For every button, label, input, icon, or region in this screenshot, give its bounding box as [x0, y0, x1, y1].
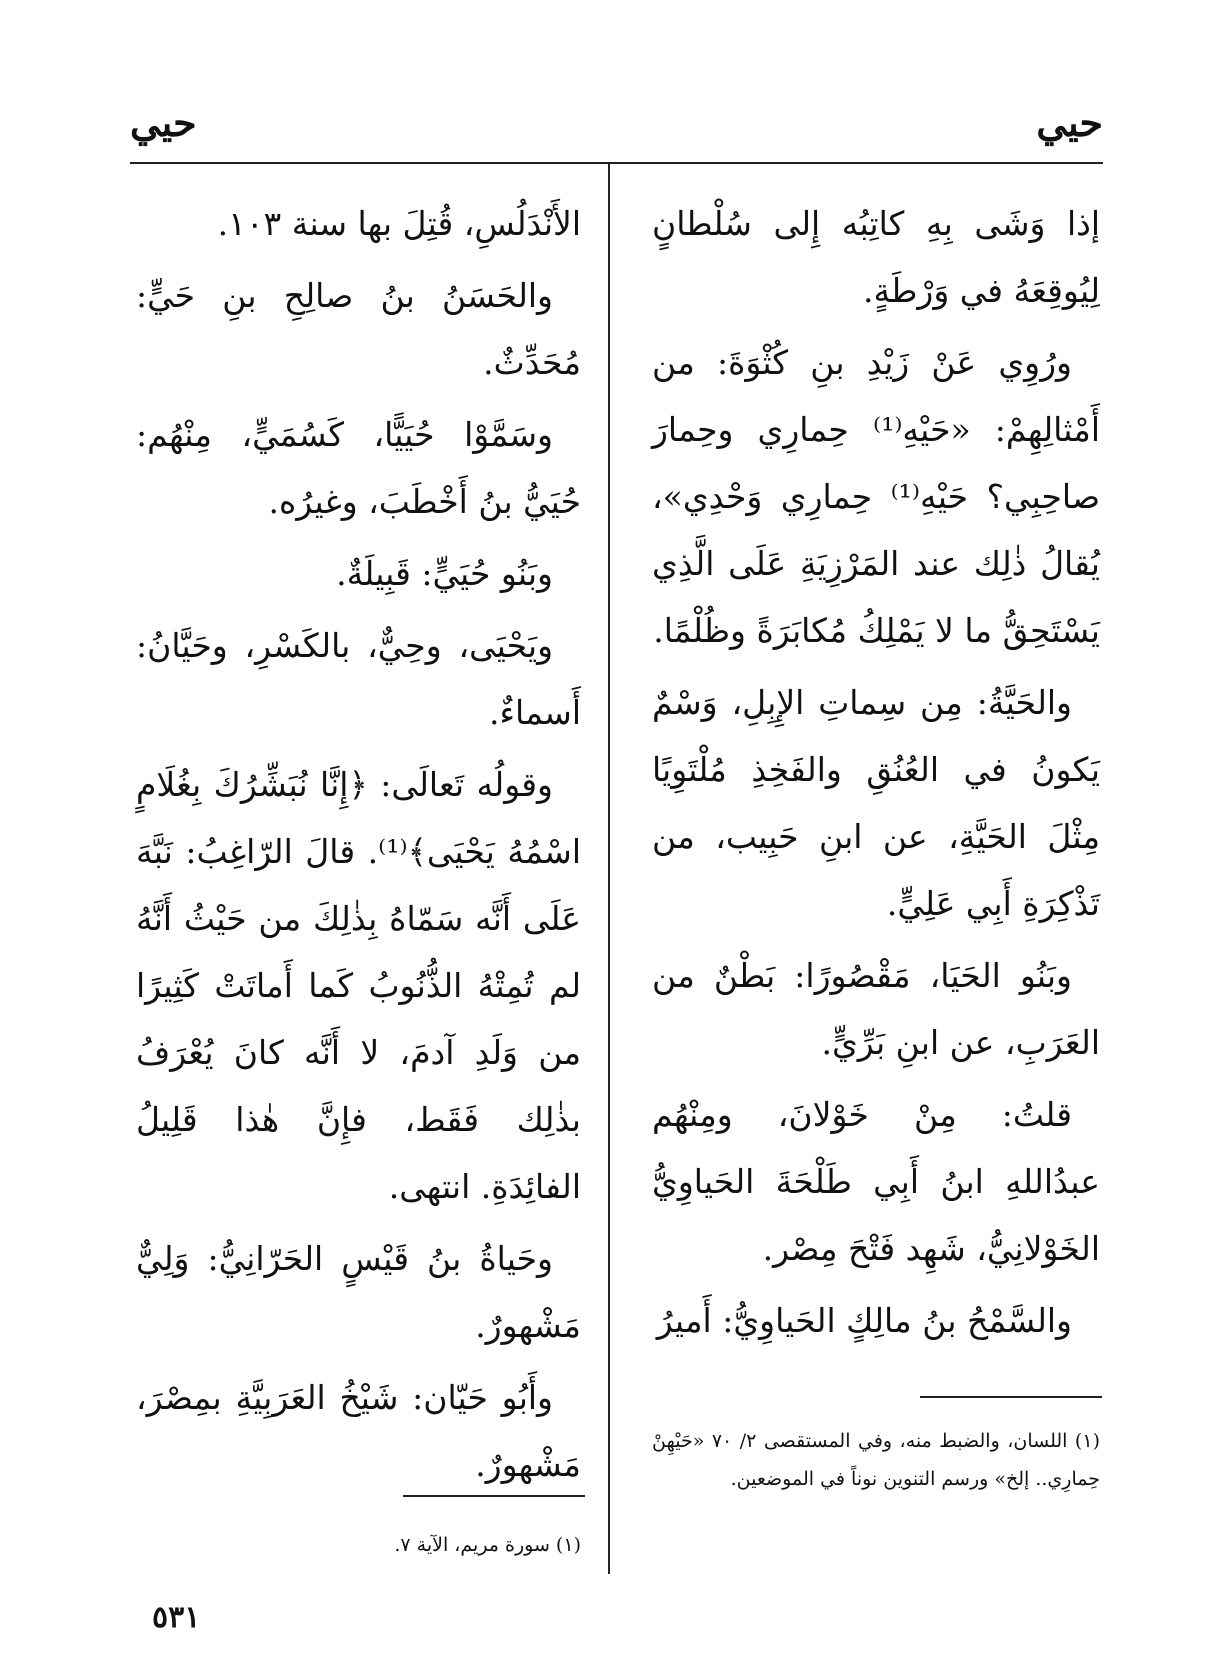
paragraph: ويَحْيَى، وحِيٌّ، بالكَسْرِ، وحَيَّانُ: أَسماءٌ.	[136, 626, 581, 732]
paragraph: والحَسَنُ بنُ صالِحِ بنِ حَيٍّ: مُحَدِّثٌ.	[136, 276, 581, 382]
paragraph: وقولُه تَعالَى: ﴿إِنَّا نُبَشِّرُكَ بِغُلَامٍ اسْمُهُ يَحْيَى﴾⁽¹⁾. قالَ الرّاغِبُ: نَبَّهَ عَلَى أَنَّه سَمّاهُ بِذٰلِكَ من حَيْثُ أَنَّهُ لم تُمِتْهُ الذُّنُوبُ كَما أَماتَتْ كَثِيرًا من وَلَدِ آدمَ، لا أَنَّه كانَ يُعْرَفُ بذٰلِك فَقَط، فإِنَّ هٰذا قَلِيلُ الفائِدَةِ. انتهى.	[136, 765, 581, 1206]
header-rule	[130, 162, 1103, 164]
footnote-right: (١) اللسان، والضبط منه، وفي المستقصى ٢/ ٧٠ «حَيْهِنْ حِمارِي.. إلخ» ورسم التنوين نوناً في الموضعين.	[652, 1430, 1100, 1490]
paragraph: وحَياةُ بنُ قَيْسٍ الحَرّانِيُّ: وَلِيٌّ مَشْهورٌ.	[136, 1239, 581, 1345]
footnote-rule-left	[403, 1495, 585, 1497]
paragraph: قلتُ: مِنْ خَوْلانَ، ومِنْهُم عبدُاللهِ ابنُ أَبِي طَلْحَةَ الحَياوِيُّ الخَوْلانِيُّ، شَهِد فَتْحَ مِصْر.	[652, 1095, 1100, 1268]
right-column	[652, 190, 1100, 1359]
left-column	[136, 190, 581, 1503]
paragraph: وسَمَّوْا حُيَيًّا، كَسُمَيٍّ، مِنْهُم: حُيَيُّ بنُ أَخْطَبَ، وغيرُه.	[136, 415, 581, 521]
running-head-right: حيي	[1036, 100, 1103, 145]
footnote-rule-right	[920, 1396, 1102, 1398]
paragraph: وبَنُو الحَيَا، مَقْصُورًا: بَطْنٌ من العَرَبِ، عن ابنِ بَرِّيٍّ.	[652, 956, 1100, 1062]
paragraph: وأَبُو حَيّان: شَيْخُ العَرَبِيَّةِ بمِصْرَ، مَشْهورٌ.	[136, 1378, 581, 1484]
paragraph: والسَّمْحُ بنُ مالِكٍ الحَياوِيُّ: أَميرُ	[656, 1301, 1072, 1340]
column-divider	[608, 164, 610, 1574]
paragraph: إذا وَشَى بِهِ كاتِبُه إِلى سُلْطانٍ لِيُوقِعَهُ في وَرْطَةٍ.	[652, 204, 1100, 310]
paragraph: الأَنْدَلُسِ، قُتِلَ بها سنة ١٠٣.	[217, 204, 581, 243]
paragraph: وبَنُو حُيَيٍّ: قَبِيلَةٌ.	[336, 554, 553, 593]
paragraph: ورُوِي عَنْ زَيْدِ بنِ كُثْوَةَ: من أَمْثالِهِمْ: «حَيْهِ⁽¹⁾ حِمارِي وحِمارَ صاحِبِي؟ حَيْهِ⁽¹⁾ حِمارِي وَحْدِي»، يُقالُ ذٰلِك عند المَرْزِيَةِ عَلَى الَّذِي يَسْتَحِقُّ ما لا يَمْلِكُ مُكابَرَةً وظُلْمًا.	[652, 343, 1100, 650]
page-number: ٥٣١	[152, 1600, 201, 1635]
footnote-left: (١) سورة مريم، الآية ٧.	[394, 1534, 581, 1556]
paragraph: والحَيَّةُ: مِن سِماتِ الإِبِلِ، وَسْمٌ يَكونُ في العُنُقِ والفَخِذِ مُلْتَوِيًا مِثْلَ الحَيَّةِ، عن ابنِ حَبِيب، من تَذْكِرَةِ أَبِي عَلِيٍّ.	[652, 683, 1100, 923]
running-head-left: حيي	[130, 100, 197, 145]
